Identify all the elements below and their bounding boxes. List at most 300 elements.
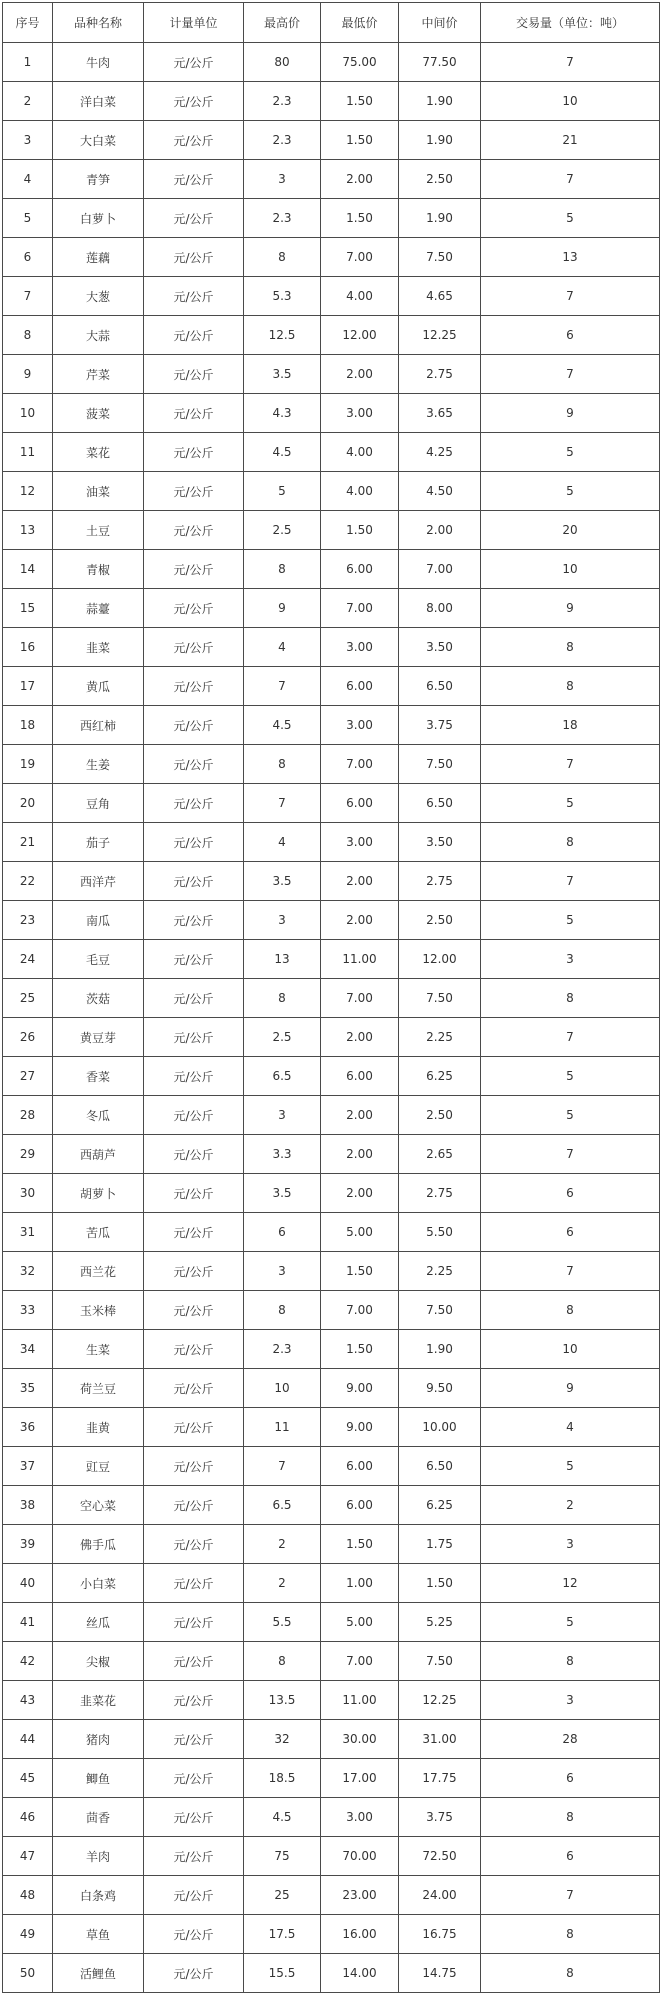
cell-serial: 23: [3, 901, 53, 940]
cell-min-price: 2.00: [321, 1135, 399, 1174]
cell-min-price: 1.50: [321, 1525, 399, 1564]
cell-unit: 元/公斤: [144, 1408, 244, 1447]
cell-min-price: 7.00: [321, 238, 399, 277]
table-row: [3, 1057, 660, 1096]
cell-min-price: 6.00: [321, 667, 399, 706]
cell-volume: 8: [481, 1798, 660, 1837]
cell-mid-price: 1.50: [399, 1564, 481, 1603]
cell-variety-name: 活鲤鱼: [53, 1954, 144, 1993]
cell-mid-price: 3.50: [399, 823, 481, 862]
cell-variety-name: 青椒: [53, 550, 144, 589]
cell-serial: 21: [3, 823, 53, 862]
table-row: [3, 1759, 660, 1798]
cell-min-price: 3.00: [321, 706, 399, 745]
cell-variety-name: 白条鸡: [53, 1876, 144, 1915]
cell-min-price: 6.00: [321, 550, 399, 589]
cell-mid-price: 7.50: [399, 238, 481, 277]
cell-volume: 9: [481, 1369, 660, 1408]
cell-max-price: 8: [244, 550, 321, 589]
cell-unit: 元/公斤: [144, 1213, 244, 1252]
cell-mid-price: 6.50: [399, 667, 481, 706]
cell-variety-name: 茄子: [53, 823, 144, 862]
cell-min-price: 12.00: [321, 316, 399, 355]
cell-mid-price: 7.50: [399, 745, 481, 784]
cell-max-price: 11: [244, 1408, 321, 1447]
table-row: [3, 1447, 660, 1486]
cell-mid-price: 6.25: [399, 1486, 481, 1525]
cell-unit: 元/公斤: [144, 1759, 244, 1798]
cell-unit: 元/公斤: [144, 1057, 244, 1096]
cell-max-price: 12.5: [244, 316, 321, 355]
cell-mid-price: 2.50: [399, 1096, 481, 1135]
cell-variety-name: 白萝卜: [53, 199, 144, 238]
cell-unit: 元/公斤: [144, 1174, 244, 1213]
cell-variety-name: 荷兰豆: [53, 1369, 144, 1408]
table-row: [3, 667, 660, 706]
table-row: [3, 394, 660, 433]
cell-max-price: 75: [244, 1837, 321, 1876]
cell-min-price: 17.00: [321, 1759, 399, 1798]
cell-variety-name: 玉米棒: [53, 1291, 144, 1330]
cell-variety-name: 生菜: [53, 1330, 144, 1369]
cell-serial: 39: [3, 1525, 53, 1564]
table-row: [3, 1681, 660, 1720]
cell-unit: 元/公斤: [144, 667, 244, 706]
cell-serial: 35: [3, 1369, 53, 1408]
cell-mid-price: 12.00: [399, 940, 481, 979]
cell-unit: 元/公斤: [144, 1486, 244, 1525]
table-row: [3, 277, 660, 316]
cell-serial: 16: [3, 628, 53, 667]
cell-serial: 5: [3, 199, 53, 238]
cell-variety-name: 草鱼: [53, 1915, 144, 1954]
cell-volume: 7: [481, 745, 660, 784]
cell-unit: 元/公斤: [144, 745, 244, 784]
cell-variety-name: 青笋: [53, 160, 144, 199]
cell-variety-name: 尖椒: [53, 1642, 144, 1681]
cell-unit: 元/公斤: [144, 1603, 244, 1642]
cell-volume: 7: [481, 1876, 660, 1915]
cell-max-price: 3: [244, 901, 321, 940]
cell-max-price: 3.3: [244, 1135, 321, 1174]
cell-min-price: 1.50: [321, 511, 399, 550]
cell-mid-price: 3.65: [399, 394, 481, 433]
cell-variety-name: 韭黄: [53, 1408, 144, 1447]
cell-variety-name: 油菜: [53, 472, 144, 511]
cell-variety-name: 菜花: [53, 433, 144, 472]
cell-serial: 36: [3, 1408, 53, 1447]
cell-volume: 28: [481, 1720, 660, 1759]
table-row: [3, 160, 660, 199]
header-volume: 交易量（单位：吨）: [481, 3, 660, 43]
cell-volume: 8: [481, 1291, 660, 1330]
cell-serial: 11: [3, 433, 53, 472]
cell-variety-name: 韭菜: [53, 628, 144, 667]
cell-serial: 25: [3, 979, 53, 1018]
cell-max-price: 4.5: [244, 1798, 321, 1837]
cell-max-price: 2.3: [244, 121, 321, 160]
cell-min-price: 6.00: [321, 1447, 399, 1486]
cell-unit: 元/公斤: [144, 394, 244, 433]
table-row: [3, 1525, 660, 1564]
cell-volume: 7: [481, 160, 660, 199]
cell-min-price: 1.50: [321, 1330, 399, 1369]
cell-mid-price: 2.75: [399, 355, 481, 394]
cell-mid-price: 3.75: [399, 706, 481, 745]
cell-mid-price: 77.50: [399, 43, 481, 82]
cell-serial: 30: [3, 1174, 53, 1213]
cell-max-price: 8: [244, 979, 321, 1018]
cell-max-price: 4.5: [244, 433, 321, 472]
cell-variety-name: 韭菜花: [53, 1681, 144, 1720]
cell-min-price: 1.00: [321, 1564, 399, 1603]
cell-variety-name: 香菜: [53, 1057, 144, 1096]
cell-volume: 7: [481, 1252, 660, 1291]
cell-min-price: 2.00: [321, 901, 399, 940]
table-row: [3, 1564, 660, 1603]
cell-min-price: 75.00: [321, 43, 399, 82]
cell-serial: 29: [3, 1135, 53, 1174]
cell-unit: 元/公斤: [144, 1018, 244, 1057]
cell-max-price: 3.5: [244, 862, 321, 901]
cell-max-price: 5.3: [244, 277, 321, 316]
cell-volume: 8: [481, 667, 660, 706]
cell-volume: 8: [481, 823, 660, 862]
cell-min-price: 2.00: [321, 1174, 399, 1213]
cell-volume: 9: [481, 394, 660, 433]
cell-volume: 5: [481, 199, 660, 238]
cell-volume: 13: [481, 238, 660, 277]
cell-min-price: 1.50: [321, 121, 399, 160]
cell-mid-price: 7.50: [399, 1291, 481, 1330]
cell-min-price: 5.00: [321, 1603, 399, 1642]
cell-min-price: 6.00: [321, 784, 399, 823]
cell-mid-price: 3.50: [399, 628, 481, 667]
cell-serial: 14: [3, 550, 53, 589]
cell-min-price: 70.00: [321, 1837, 399, 1876]
cell-mid-price: 12.25: [399, 316, 481, 355]
cell-mid-price: 1.75: [399, 1525, 481, 1564]
cell-variety-name: 牛肉: [53, 43, 144, 82]
cell-volume: 5: [481, 433, 660, 472]
table-row: [3, 433, 660, 472]
cell-max-price: 25: [244, 1876, 321, 1915]
cell-volume: 9: [481, 589, 660, 628]
cell-serial: 12: [3, 472, 53, 511]
cell-unit: 元/公斤: [144, 706, 244, 745]
table-row: [3, 862, 660, 901]
cell-variety-name: 西葫芦: [53, 1135, 144, 1174]
table-row: [3, 1018, 660, 1057]
cell-max-price: 3: [244, 1096, 321, 1135]
cell-unit: 元/公斤: [144, 1876, 244, 1915]
cell-max-price: 80: [244, 43, 321, 82]
table-row: [3, 472, 660, 511]
table-row: [3, 238, 660, 277]
cell-variety-name: 生姜: [53, 745, 144, 784]
cell-volume: 12: [481, 1564, 660, 1603]
cell-max-price: 4: [244, 823, 321, 862]
cell-serial: 24: [3, 940, 53, 979]
cell-variety-name: 西兰花: [53, 1252, 144, 1291]
cell-variety-name: 南瓜: [53, 901, 144, 940]
cell-mid-price: 4.50: [399, 472, 481, 511]
cell-variety-name: 蒜薹: [53, 589, 144, 628]
cell-volume: 3: [481, 940, 660, 979]
cell-mid-price: 14.75: [399, 1954, 481, 1993]
table-row: [3, 1798, 660, 1837]
cell-mid-price: 17.75: [399, 1759, 481, 1798]
cell-serial: 42: [3, 1642, 53, 1681]
cell-max-price: 15.5: [244, 1954, 321, 1993]
table-row: [3, 1603, 660, 1642]
cell-min-price: 7.00: [321, 745, 399, 784]
cell-serial: 37: [3, 1447, 53, 1486]
table-row: [3, 43, 660, 82]
cell-unit: 元/公斤: [144, 160, 244, 199]
cell-variety-name: 茴香: [53, 1798, 144, 1837]
cell-volume: 6: [481, 316, 660, 355]
cell-volume: 7: [481, 355, 660, 394]
table-row: [3, 1720, 660, 1759]
cell-unit: 元/公斤: [144, 1096, 244, 1135]
cell-max-price: 32: [244, 1720, 321, 1759]
cell-volume: 4: [481, 1408, 660, 1447]
table-row: [3, 1369, 660, 1408]
cell-volume: 5: [481, 784, 660, 823]
cell-min-price: 2.00: [321, 160, 399, 199]
cell-serial: 31: [3, 1213, 53, 1252]
cell-mid-price: 2.75: [399, 862, 481, 901]
cell-mid-price: 24.00: [399, 1876, 481, 1915]
cell-volume: 5: [481, 1447, 660, 1486]
cell-unit: 元/公斤: [144, 1330, 244, 1369]
cell-serial: 3: [3, 121, 53, 160]
cell-serial: 20: [3, 784, 53, 823]
table-row: [3, 1213, 660, 1252]
cell-mid-price: 2.75: [399, 1174, 481, 1213]
cell-min-price: 1.50: [321, 199, 399, 238]
table-row: [3, 823, 660, 862]
cell-unit: 元/公斤: [144, 43, 244, 82]
table-body: [3, 43, 660, 1993]
cell-unit: 元/公斤: [144, 1369, 244, 1408]
table-row: [3, 355, 660, 394]
cell-mid-price: 2.25: [399, 1018, 481, 1057]
cell-serial: 38: [3, 1486, 53, 1525]
cell-max-price: 5: [244, 472, 321, 511]
table-row: [3, 901, 660, 940]
cell-variety-name: 毛豆: [53, 940, 144, 979]
cell-variety-name: 洋白菜: [53, 82, 144, 121]
cell-min-price: 11.00: [321, 940, 399, 979]
cell-serial: 48: [3, 1876, 53, 1915]
cell-unit: 元/公斤: [144, 316, 244, 355]
cell-serial: 40: [3, 1564, 53, 1603]
cell-max-price: 3.5: [244, 355, 321, 394]
cell-max-price: 6.5: [244, 1486, 321, 1525]
cell-variety-name: 黄瓜: [53, 667, 144, 706]
cell-max-price: 17.5: [244, 1915, 321, 1954]
cell-variety-name: 空心菜: [53, 1486, 144, 1525]
cell-max-price: 4: [244, 628, 321, 667]
cell-mid-price: 7.50: [399, 979, 481, 1018]
cell-unit: 元/公斤: [144, 1252, 244, 1291]
cell-unit: 元/公斤: [144, 1525, 244, 1564]
cell-volume: 6: [481, 1759, 660, 1798]
cell-serial: 22: [3, 862, 53, 901]
cell-volume: 7: [481, 1018, 660, 1057]
cell-volume: 7: [481, 862, 660, 901]
cell-mid-price: 6.50: [399, 784, 481, 823]
cell-unit: 元/公斤: [144, 433, 244, 472]
cell-unit: 元/公斤: [144, 355, 244, 394]
cell-min-price: 7.00: [321, 1291, 399, 1330]
cell-max-price: 3: [244, 160, 321, 199]
cell-mid-price: 1.90: [399, 82, 481, 121]
cell-max-price: 2.5: [244, 1018, 321, 1057]
cell-max-price: 13.5: [244, 1681, 321, 1720]
cell-unit: 元/公斤: [144, 823, 244, 862]
cell-min-price: 5.00: [321, 1213, 399, 1252]
cell-variety-name: 西红柿: [53, 706, 144, 745]
table-row: [3, 82, 660, 121]
cell-mid-price: 1.90: [399, 199, 481, 238]
cell-mid-price: 2.00: [399, 511, 481, 550]
cell-variety-name: 西洋芹: [53, 862, 144, 901]
cell-serial: 41: [3, 1603, 53, 1642]
cell-min-price: 4.00: [321, 472, 399, 511]
cell-serial: 45: [3, 1759, 53, 1798]
cell-mid-price: 6.25: [399, 1057, 481, 1096]
cell-max-price: 4.5: [244, 706, 321, 745]
table-row: [3, 511, 660, 550]
cell-min-price: 9.00: [321, 1408, 399, 1447]
cell-serial: 46: [3, 1798, 53, 1837]
cell-min-price: 4.00: [321, 433, 399, 472]
cell-volume: 8: [481, 1915, 660, 1954]
cell-mid-price: 5.25: [399, 1603, 481, 1642]
cell-mid-price: 3.75: [399, 1798, 481, 1837]
cell-serial: 47: [3, 1837, 53, 1876]
cell-min-price: 1.50: [321, 1252, 399, 1291]
cell-volume: 5: [481, 1603, 660, 1642]
cell-max-price: 5.5: [244, 1603, 321, 1642]
cell-serial: 49: [3, 1915, 53, 1954]
cell-unit: 元/公斤: [144, 862, 244, 901]
table-row: [3, 1174, 660, 1213]
cell-mid-price: 72.50: [399, 1837, 481, 1876]
cell-min-price: 30.00: [321, 1720, 399, 1759]
cell-serial: 15: [3, 589, 53, 628]
cell-max-price: 7: [244, 667, 321, 706]
header-unit: 计量单位: [144, 3, 244, 43]
cell-max-price: 2: [244, 1525, 321, 1564]
cell-max-price: 8: [244, 1642, 321, 1681]
cell-unit: 元/公斤: [144, 1915, 244, 1954]
cell-unit: 元/公斤: [144, 1681, 244, 1720]
cell-unit: 元/公斤: [144, 784, 244, 823]
cell-max-price: 6: [244, 1213, 321, 1252]
cell-max-price: 13: [244, 940, 321, 979]
cell-unit: 元/公斤: [144, 121, 244, 160]
cell-variety-name: 佛手瓜: [53, 1525, 144, 1564]
cell-mid-price: 5.50: [399, 1213, 481, 1252]
cell-unit: 元/公斤: [144, 472, 244, 511]
table-row: [3, 1837, 660, 1876]
cell-mid-price: 10.00: [399, 1408, 481, 1447]
cell-variety-name: 豇豆: [53, 1447, 144, 1486]
cell-variety-name: 大葱: [53, 277, 144, 316]
cell-volume: 8: [481, 628, 660, 667]
cell-volume: 3: [481, 1681, 660, 1720]
cell-unit: 元/公斤: [144, 550, 244, 589]
table-row: [3, 784, 660, 823]
cell-variety-name: 小白菜: [53, 1564, 144, 1603]
cell-max-price: 3: [244, 1252, 321, 1291]
cell-volume: 7: [481, 1135, 660, 1174]
table-row: [3, 589, 660, 628]
cell-mid-price: 7.50: [399, 1642, 481, 1681]
cell-serial: 43: [3, 1681, 53, 1720]
table-row: [3, 1915, 660, 1954]
cell-mid-price: 2.65: [399, 1135, 481, 1174]
cell-unit: 元/公斤: [144, 940, 244, 979]
cell-min-price: 3.00: [321, 1798, 399, 1837]
cell-unit: 元/公斤: [144, 1564, 244, 1603]
cell-serial: 34: [3, 1330, 53, 1369]
cell-serial: 10: [3, 394, 53, 433]
cell-min-price: 3.00: [321, 628, 399, 667]
cell-variety-name: 大蒜: [53, 316, 144, 355]
cell-variety-name: 豆角: [53, 784, 144, 823]
cell-variety-name: 丝瓜: [53, 1603, 144, 1642]
cell-min-price: 7.00: [321, 1642, 399, 1681]
cell-serial: 13: [3, 511, 53, 550]
cell-unit: 元/公斤: [144, 901, 244, 940]
table-row: [3, 199, 660, 238]
cell-unit: 元/公斤: [144, 199, 244, 238]
cell-variety-name: 猪肉: [53, 1720, 144, 1759]
cell-min-price: 1.50: [321, 82, 399, 121]
cell-volume: 7: [481, 277, 660, 316]
cell-unit: 元/公斤: [144, 511, 244, 550]
cell-min-price: 7.00: [321, 979, 399, 1018]
cell-mid-price: 8.00: [399, 589, 481, 628]
cell-serial: 4: [3, 160, 53, 199]
cell-min-price: 14.00: [321, 1954, 399, 1993]
cell-mid-price: 1.90: [399, 121, 481, 160]
table-row: [3, 940, 660, 979]
cell-volume: 5: [481, 1057, 660, 1096]
cell-unit: 元/公斤: [144, 628, 244, 667]
cell-volume: 2: [481, 1486, 660, 1525]
cell-serial: 50: [3, 1954, 53, 1993]
cell-serial: 27: [3, 1057, 53, 1096]
cell-volume: 21: [481, 121, 660, 160]
cell-max-price: 8: [244, 745, 321, 784]
table-row: [3, 1954, 660, 1993]
table-row: [3, 745, 660, 784]
cell-volume: 8: [481, 1642, 660, 1681]
cell-min-price: 4.00: [321, 277, 399, 316]
cell-volume: 8: [481, 979, 660, 1018]
cell-variety-name: 菠菜: [53, 394, 144, 433]
cell-variety-name: 苦瓜: [53, 1213, 144, 1252]
cell-variety-name: 大白菜: [53, 121, 144, 160]
cell-volume: 5: [481, 901, 660, 940]
cell-max-price: 8: [244, 238, 321, 277]
